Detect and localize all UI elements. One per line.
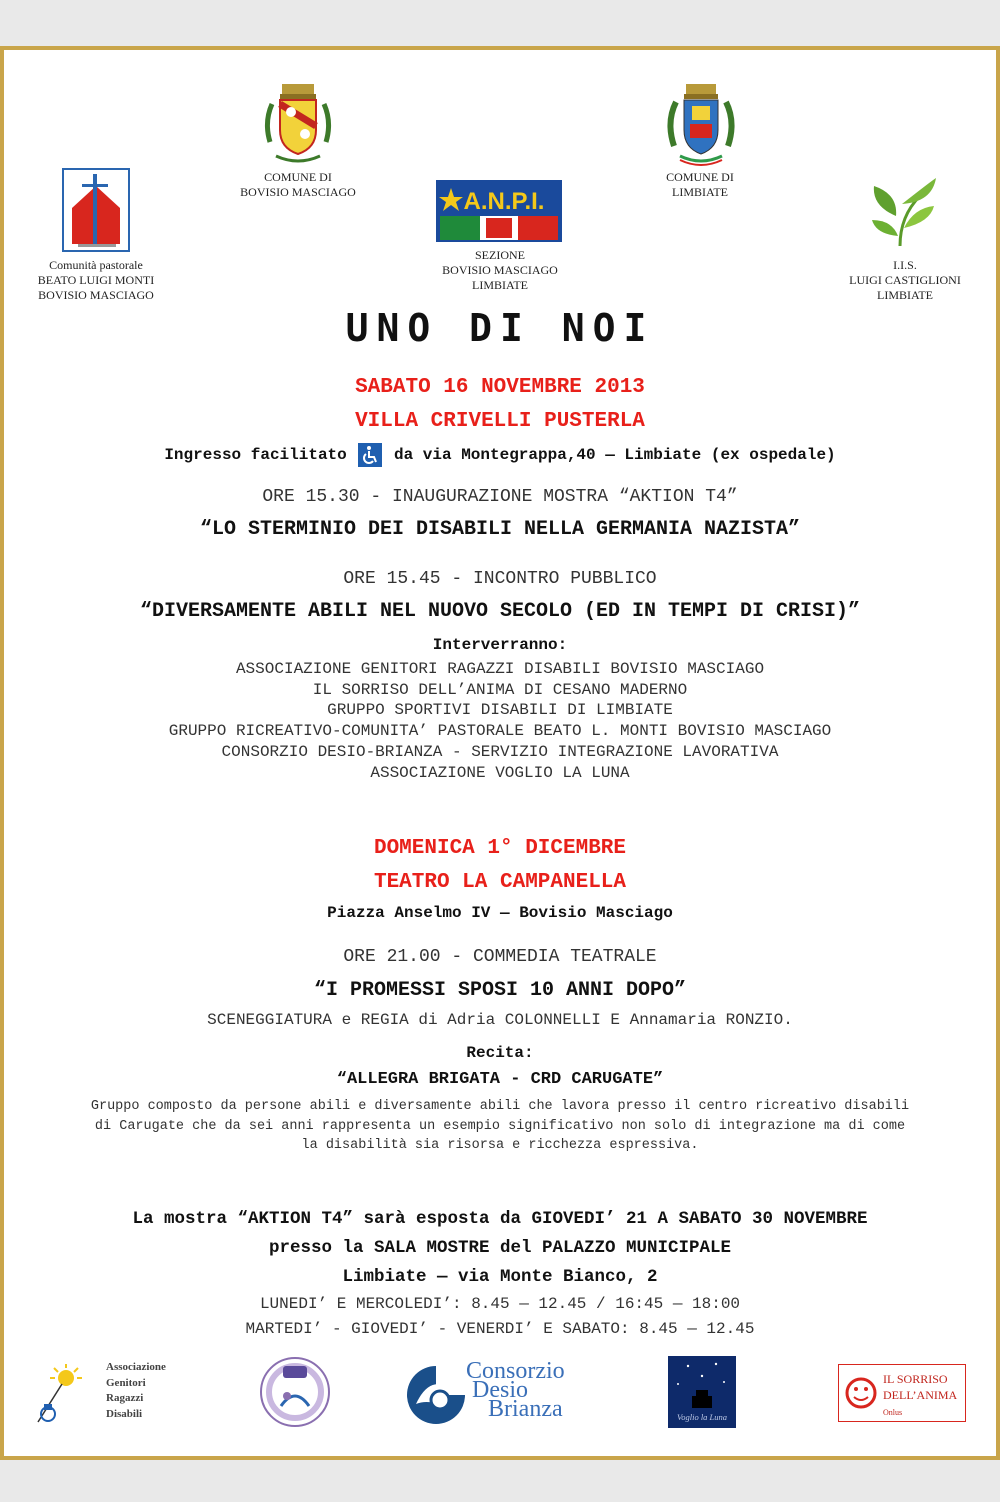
sorriso-text: IL SORRISO DELL’ANIMA Onlus <box>883 1372 957 1417</box>
day1-event1-title: “LO STERMINIO DEI DISABILI NELLA GERMANIA NAZISTA” <box>199 518 801 541</box>
anpi-caption: SEZIONE BOVISIO MASCIAGO LIMBIATE <box>442 248 558 292</box>
iis-caption: I.I.S. LUIGI CASTIGLIONI LIMBIATE <box>849 258 961 302</box>
sorriso-face-icon <box>843 1371 879 1415</box>
iis-leaves-icon <box>870 176 940 248</box>
poster-title: UNO DI NOI <box>345 306 655 350</box>
day2-date: DOMENICA 1° DICEMBRE <box>373 837 627 860</box>
list-item: GRUPPO SPORTIVI DISABILI DI LIMBIATE <box>327 701 673 720</box>
list-item: GRUPPO RICREATIVO-COMUNITA’ PASTORALE BEATO L. MONTI BOVISIO MASCIAGO <box>168 722 832 741</box>
consorzio-text: Consorzio Desio Brianza <box>466 1358 565 1422</box>
parish-logo <box>62 168 130 252</box>
limbiate-caption: COMUNE DI LIMBIATE <box>666 170 734 199</box>
theater-company: “ALLEGRA BRIGATA - CRD CARUGATE” <box>336 1070 664 1089</box>
day1-event2-title: “DIVERSAMENTE ABILI NEL NUOVO SECOLO (ED IN TEMPI DI CRISI)” <box>139 600 861 623</box>
speakers-label: Interverranno: <box>432 636 568 654</box>
list-item: IL SORRISO DELL’ANIMA DI CESANO MADERNO <box>312 680 688 699</box>
bovisio-logo <box>262 82 334 168</box>
voglio-la-luna-logo <box>668 1356 736 1428</box>
iis-logo <box>870 176 940 248</box>
anpi-emblem-icon <box>436 180 562 242</box>
poster <box>4 50 996 1456</box>
agrd-sun-wheelchair-icon <box>32 1364 96 1424</box>
list-item: CONSORZIO DESIO-BRIANZA - SERVIZIO INTEGRAZIONE LAVORATIVA <box>221 742 779 761</box>
exhibit-line2: presso la SALA MOSTRE del PALAZZO MUNICIPALE <box>268 1238 732 1258</box>
exhibit-line1: La mostra “AKTION T4” sarà esposta da GIOVEDI’ 21 A SABATO 30 NOVEMBRE <box>132 1209 868 1229</box>
gsd-round-emblem-icon <box>259 1356 331 1428</box>
day1-event2-time: ORE 15.45 - INCONTRO PUBBLICO <box>343 569 657 589</box>
agrd-logo <box>32 1360 182 1426</box>
day2-event-title: “I PROMESSI SPOSI 10 ANNI DOPO” <box>313 979 687 1002</box>
exhibit-line3: Limbiate — via Monte Bianco, 2 <box>342 1267 658 1287</box>
sorriso-logo <box>838 1364 966 1422</box>
recita-label: Recita: <box>466 1044 534 1062</box>
list-item: ASSOCIAZIONE VOGLIO LA LUNA <box>370 763 630 782</box>
gsd-logo <box>259 1356 331 1428</box>
day1-access-line <box>4 443 996 467</box>
exhibit-hours1: LUNEDI’ E MERCOLEDI’: 8.45 — 12.45 / 16:45 — 18:00 <box>259 1295 741 1313</box>
day2-event-time: ORE 21.00 - COMMEDIA TEATRALE <box>343 947 657 967</box>
day2-credits: SCENEGGIATURA e REGIA di Adria COLONNELLI E Annamaria RONZIO. <box>207 1011 793 1029</box>
company-description: Gruppo composto da persone abili e diversamente abili che lavora presso il centro ricreativo disabili di Carugate che da sei anni rappresenta un esempio significativo non solo di integrazione ma di come la disabilità sia risorsa e ricchezza espressiva. <box>90 1099 910 1153</box>
consorzio-logo <box>404 1360 604 1430</box>
bovisio-coat-of-arms-icon <box>262 82 334 168</box>
day2-address: Piazza Anselmo IV — Bovisio Masciago <box>327 904 673 922</box>
consorzio-wave-icon <box>404 1364 468 1426</box>
day1-venue: VILLA CRIVELLI PUSTERLA <box>355 410 645 433</box>
parish-emblem-icon <box>62 168 130 252</box>
speakers-list <box>4 659 996 783</box>
anpi-logo <box>436 180 562 242</box>
bovisio-caption: COMUNE DI BOVISIO MASCIAGO <box>240 170 356 199</box>
day1-event1-time: ORE 15.30 - INAUGURAZIONE MOSTRA “AKTION T4” <box>262 487 738 507</box>
day2-venue: TEATRO LA CAMPANELLA <box>373 871 627 894</box>
limbiate-coat-of-arms-icon <box>666 82 736 168</box>
day1-access-after: da via Montegrappa,40 — Limbiate (ex ospedale) <box>393 446 836 465</box>
day1-access-before: Ingresso facilitato <box>164 446 347 465</box>
list-item: ASSOCIAZIONE GENITORI RAGAZZI DISABILI BOVISIO MASCIAGO <box>235 660 765 678</box>
day1-date: SABATO 16 NOVEMBRE 2013 <box>355 376 645 399</box>
anpi-logo-text: A.N.P.I. <box>463 188 545 215</box>
parish-caption: Comunità pastorale BEATO LUIGI MONTI BOVISIO MASCIAGO <box>37 258 155 302</box>
limbiate-logo <box>666 82 736 168</box>
night-sky-castle-icon <box>668 1356 736 1412</box>
agrd-text: Associazione Genitori Ragazzi Disabili <box>106 1361 166 1420</box>
voglio-la-luna-text: Voglio la Luna <box>676 1412 728 1422</box>
exhibit-hours2: MARTEDI’ - GIOVEDI’ - VENERDI’ E SABATO: 8.45 — 12.45 <box>245 1320 755 1338</box>
wheelchair-icon <box>358 443 382 467</box>
